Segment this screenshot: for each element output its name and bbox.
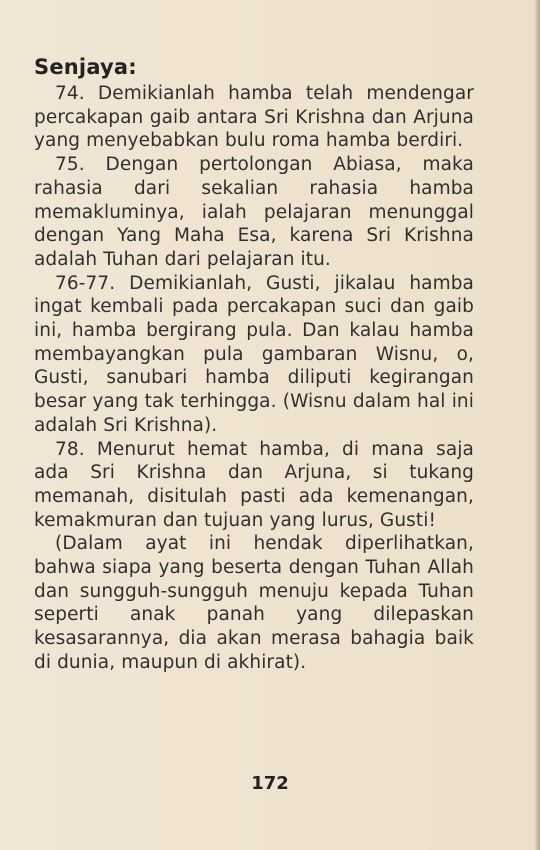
verse-75: 75. Dengan pertolongan Abiasa, maka rahasia dari sekalian rahasia hamba memakluminya, ialah pelajaran menunggal dengan Yang Maha Esa, karena Sri Krishna adalah Tuhan dari pelajaran itu.	[34, 154, 474, 270]
commentary-paragraph: (Dalam ayat ini hendak diperlihatkan, bahwa siapa yang beserta dengan Tuhan Allah dan sungguh-sungguh menuju kepada Tuhan seperti anak panah yang dilepaskan kesasarannya, dia akan merasa bahagia baik di dunia, maupun di akhirat).	[34, 533, 474, 673]
page-content	[34, 52, 474, 675]
page-edge-shadow	[534, 0, 540, 850]
verse-74: 74. Demikianlah hamba telah mendengar percakapan gaib antara Sri Krishna dan Arjuna yang menyebabkan bulu roma hamba berdiri.	[34, 83, 474, 152]
page-number: 172	[251, 773, 289, 794]
verse-78: 78. Menurut hemat hamba, di mana saja ada Sri Krishna dan Arjuna, si tukang memanah, disitulah pasti ada kemenangan, kemakmuran dan tujuan yang lurus, Gusti!	[34, 438, 474, 531]
section-heading: Senjaya:	[34, 55, 137, 79]
verse-76-77: 76-77. Demikianlah, Gusti, jikalau hamba ingat kembali pada percakapan suci dan gaib ini, hamba bergirang pula. Dan kalau hamba membayangkan pula gambaran Wisnu, o, Gusti, sanubari hamba diliputi kegirangan besar yang tak terhingga. (Wisnu dalam hal ini adalah Sri Krishna).	[34, 272, 474, 436]
